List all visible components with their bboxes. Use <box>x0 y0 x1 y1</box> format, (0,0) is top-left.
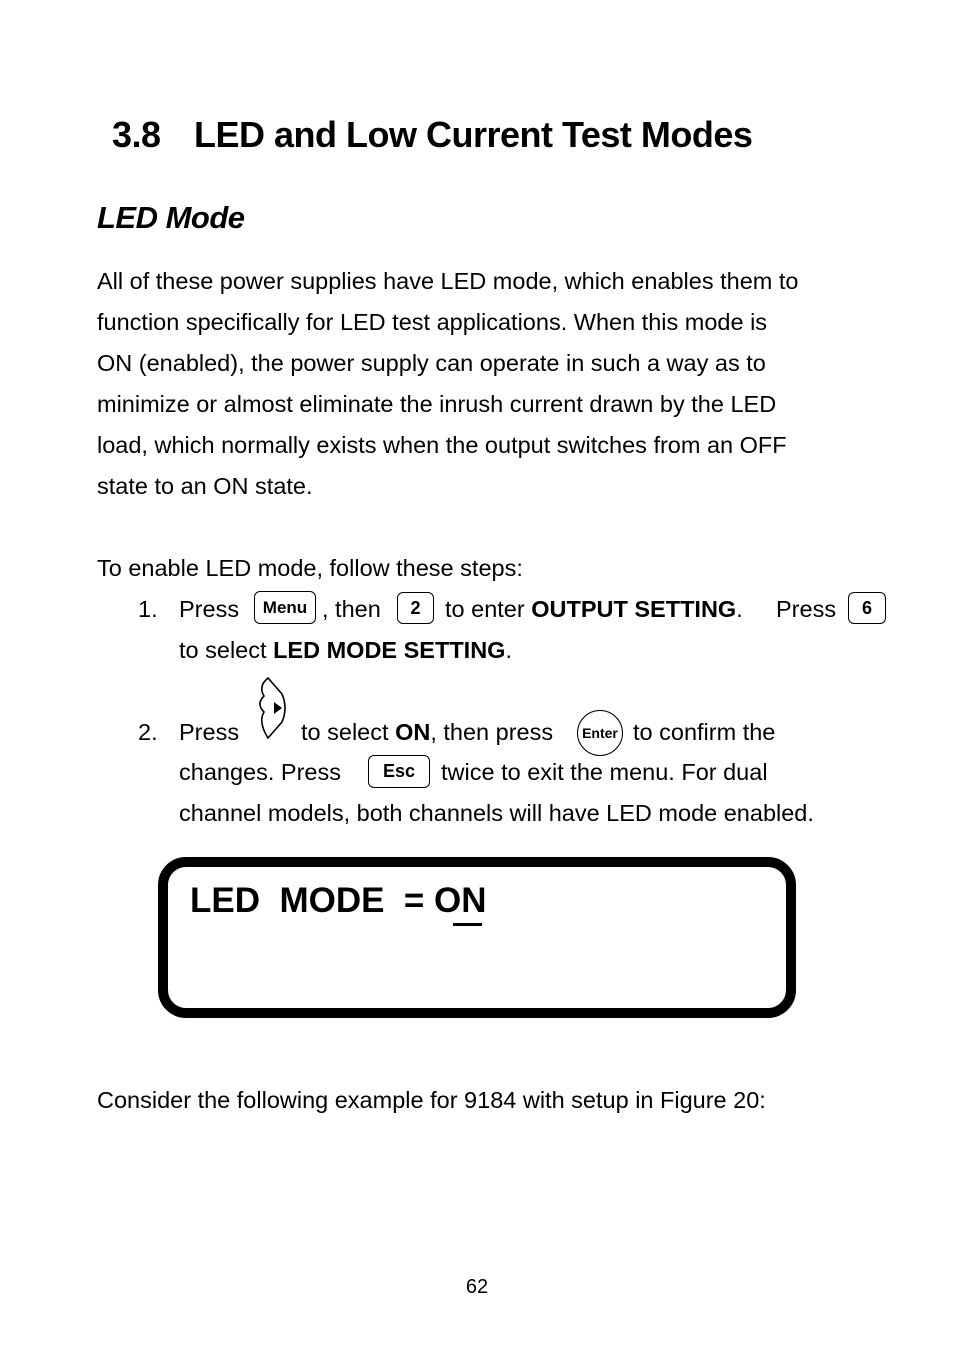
on-label: ON <box>395 719 431 745</box>
step-text: to select LED MODE SETTING. <box>179 637 512 663</box>
section-number: 3.8 <box>112 114 161 155</box>
intro-line: All of these power supplies have LED mode, which enables them to <box>97 268 799 294</box>
step-number: 2. <box>138 719 158 745</box>
output-setting-label: OUTPUT SETTING <box>531 596 737 622</box>
example-text: Consider the following example for 9184 with setup in Figure 20: <box>97 1087 766 1113</box>
enter-key-icon: Enter <box>577 710 623 756</box>
step-text: to enter OUTPUT SETTING. <box>445 596 743 622</box>
led-mode-setting-label: LED MODE SETTING <box>273 637 506 663</box>
menu-key-icon: Menu <box>254 591 316 624</box>
intro-line: function specifically for LED test applications. When this mode is <box>97 309 768 335</box>
step-text: Press <box>776 596 837 622</box>
step-number: 1. <box>138 596 158 622</box>
lcd-cursor <box>453 923 482 926</box>
step-text: , then <box>322 596 381 622</box>
esc-key-icon: Esc <box>368 755 430 788</box>
right-arrow-key-icon <box>254 676 288 740</box>
step-text: twice to exit the menu. For dual <box>441 759 768 785</box>
page-number: 62 <box>465 1276 489 1298</box>
section-title: LED and Low Current Test Modes <box>194 114 753 155</box>
lcd-display <box>158 857 796 1018</box>
step-text: Press <box>179 719 240 745</box>
steps-intro: To enable LED mode, follow these steps: <box>97 555 523 581</box>
key-6-icon: 6 <box>848 592 886 624</box>
intro-line: ON (enabled), the power supply can operate in such a way as to <box>97 350 766 376</box>
step-text: to select ON, then press <box>301 719 554 745</box>
lcd-text: LED MODE = ON <box>190 881 487 920</box>
intro-line: load, which normally exists when the output switches from an OFF <box>97 432 787 458</box>
step-text: channel models, both channels will have LED mode enabled. <box>179 800 814 826</box>
key-2-icon: 2 <box>397 592 434 624</box>
intro-line: state to an ON state. <box>97 473 313 499</box>
step-text: changes. Press <box>179 759 341 785</box>
section-heading <box>112 114 752 156</box>
step-text: Press <box>179 596 240 622</box>
subsection-heading: LED Mode <box>97 200 245 235</box>
step-text: to confirm the <box>633 719 776 745</box>
intro-line: minimize or almost eliminate the inrush current drawn by the LED <box>97 391 777 417</box>
